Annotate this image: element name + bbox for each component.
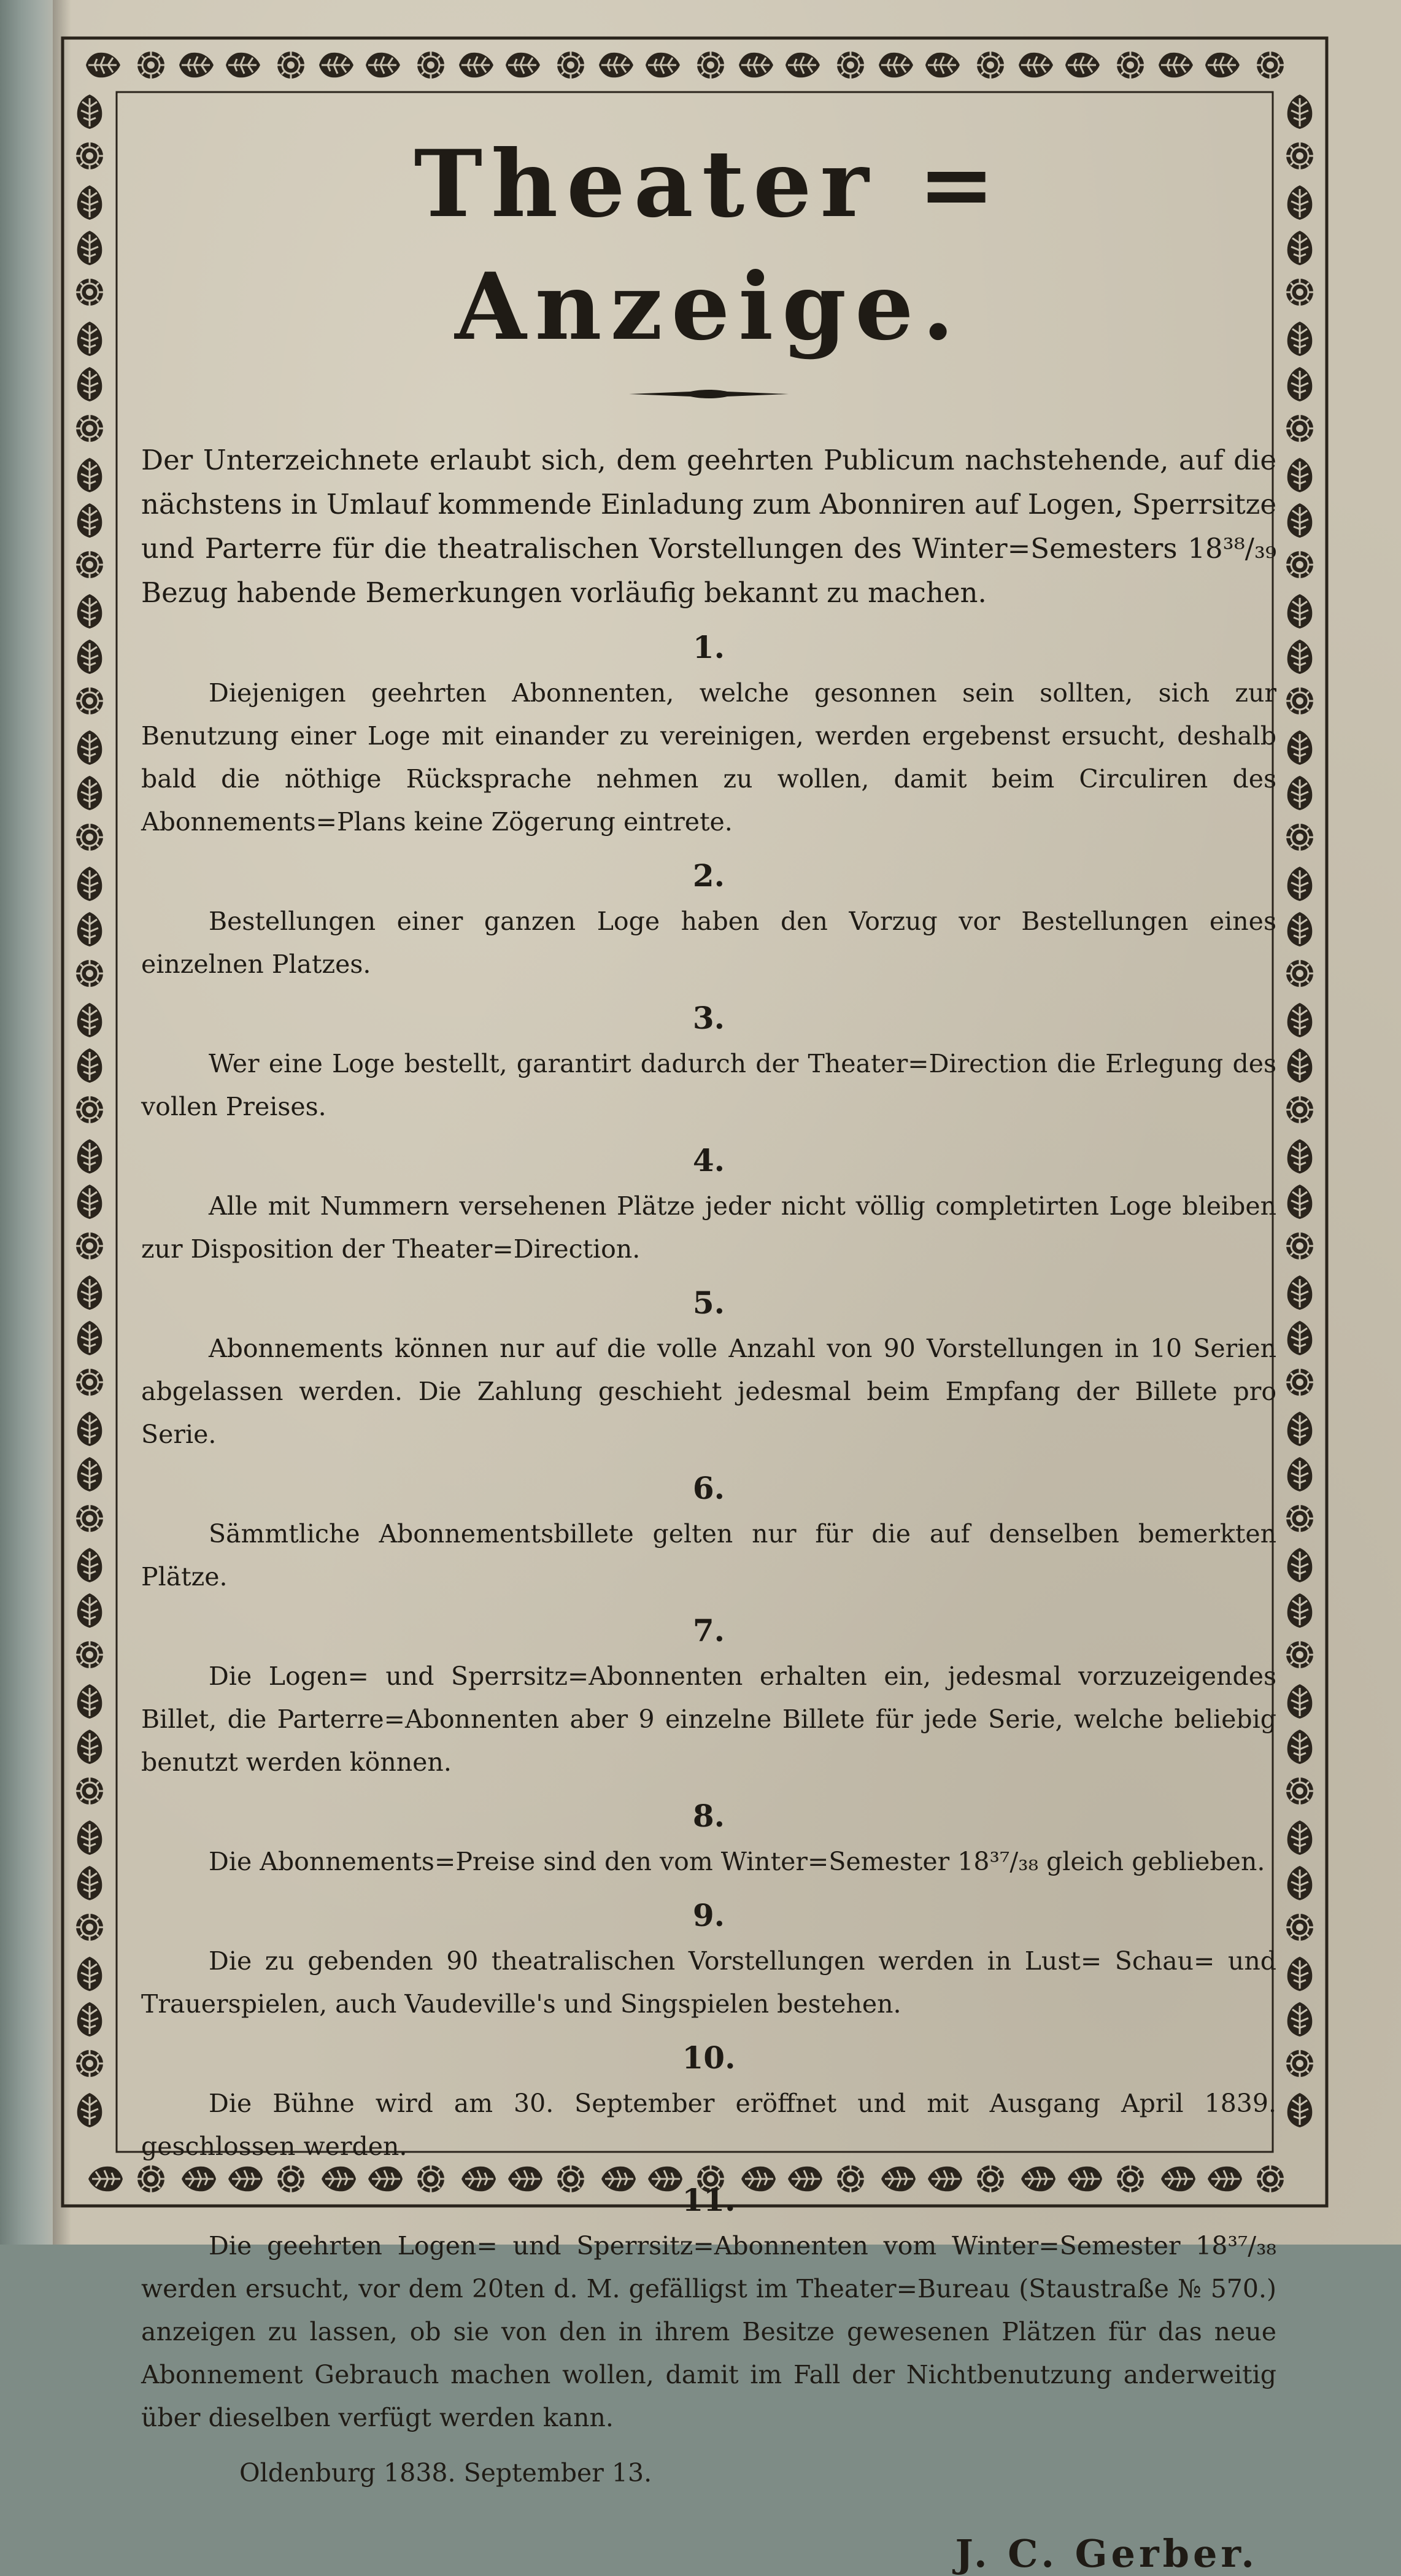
- leaf-ornament: [1287, 1548, 1313, 1582]
- leaf-ornament: [226, 53, 260, 78]
- leaf-ornament: [1287, 1003, 1313, 1037]
- leaf-ornament: [77, 640, 102, 674]
- leaf-ornament: [77, 1684, 102, 1719]
- leaf-ornament: [77, 1321, 102, 1355]
- leaf-ornament: [1287, 231, 1313, 265]
- leaf-ornament: [1287, 1730, 1313, 1764]
- leaf-ornament: [1287, 2002, 1313, 2036]
- section-text: Bestellungen einer ganzen Loge haben den Vorzug vor Bestellungen eines einzelnen Platzes.: [141, 907, 1276, 979]
- leaf-ornament: [77, 458, 102, 492]
- leaf-ornament: [77, 867, 102, 901]
- leaf-ornament: [1287, 1412, 1313, 1446]
- signature: J. C. Gerber.: [955, 2531, 1258, 2576]
- leaf-ornament: [1287, 912, 1313, 946]
- leaf-ornament: [77, 1957, 102, 1991]
- section-number: 3.: [692, 1000, 725, 1036]
- leaf-ornament: [1287, 1139, 1313, 1174]
- leaf-ornament: [1019, 53, 1053, 78]
- leaf-ornament: [1287, 1684, 1313, 1719]
- section-text: Die Bühne wird am 30. September eröffnet und mit Ausgang April 1839. geschlossen werden.: [141, 2089, 1276, 2161]
- leaf-ornament: [1287, 1457, 1313, 1491]
- section-text: Diejenigen geehrten Abonnenten, welche gesonnen sein sollten, sich zur Benutzung einer Loge mit einander zu vereinigen, werden ergebenst ersucht, deshalb bald die nöthige Rücksprache nehmen zu wollen, damit beim Circuliren des Abonnements=Plans keine Zögerung eintrete.: [141, 678, 1276, 837]
- rosette-ornament: [1286, 1232, 1313, 1259]
- leaf-ornament: [77, 1593, 102, 1628]
- rosette-ornament: [1286, 415, 1313, 442]
- leaf-ornament: [77, 1275, 102, 1310]
- section-number: 4.: [692, 1142, 725, 1178]
- leaf-ornament: [77, 776, 102, 810]
- rosette-ornament: [1286, 1777, 1313, 1804]
- numbered-sections: [141, 629, 1276, 2439]
- notice-title: Theater = Anzeige.: [414, 130, 1004, 361]
- leaf-ornament: [1287, 367, 1313, 401]
- rosette-ornament: [1286, 279, 1313, 306]
- leaf-ornament: [77, 1820, 102, 1855]
- leaf-ornament: [77, 1003, 102, 1037]
- rosette-ornament: [76, 1505, 103, 1532]
- rosette-ornament: [1286, 551, 1313, 578]
- rosette-ornament: [1286, 1914, 1313, 1941]
- leaf-ornament: [1287, 640, 1313, 674]
- rosette-ornament: [76, 1096, 103, 1123]
- leaf-ornament: [77, 1548, 102, 1582]
- rosette-ornament: [1286, 1505, 1313, 1532]
- section-text: Abonnements können nur auf die volle Anzahl von 90 Vorstellungen in 10 Serien abgelassen werden. Die Zahlung geschieht jedesmal beim Empfang der Billete pro Serie.: [141, 1334, 1276, 1449]
- section-number: 1.: [692, 629, 725, 665]
- rosette-ornament: [137, 52, 164, 79]
- date-line: Oldenburg 1838. September 13.: [239, 2458, 652, 2488]
- leaf-ornament: [785, 53, 820, 78]
- rosette-ornament: [1286, 1641, 1313, 1668]
- leaf-ornament: [739, 53, 773, 78]
- leaf-ornament: [77, 1185, 102, 1219]
- leaf-ornament: [77, 594, 102, 629]
- section-number: 5.: [692, 1285, 725, 1321]
- leaf-ornament: [1287, 1275, 1313, 1310]
- rosette-ornament: [1286, 2050, 1313, 2077]
- leaf-ornament: [77, 730, 102, 765]
- leaf-ornament: [1287, 594, 1313, 629]
- leaf-ornament: [77, 1457, 102, 1491]
- section-text: Die Logen= und Sperrsitz=Abonnenten erhalten ein, jedesmal vorzuzeigendes Billet, die Parterre=Abonnenten aber 9 einzelne Billete für jede Serie, welche beliebig benutzt werden können.: [141, 1661, 1276, 1777]
- rosette-ornament: [1286, 1096, 1313, 1123]
- rosette-ornament: [76, 1232, 103, 1259]
- leaf-ornament: [77, 1048, 102, 1083]
- rosette-ornament: [1286, 142, 1313, 169]
- rosette-ornament: [76, 1914, 103, 1941]
- leaf-ornament: [1287, 1866, 1313, 1900]
- section-number: 6.: [692, 1470, 725, 1506]
- leaf-ornament: [77, 1866, 102, 1900]
- leaf-ornament: [77, 2093, 102, 2127]
- section-text: Die Abonnements=Preise sind den vom Winter=Semester 18³⁷/₃₈ gleich geblieben.: [209, 1847, 1265, 1876]
- section-text: Alle mit Nummern versehenen Plätze jeder nicht völlig completirten Loge bleiben zur Disposition der Theater=Direction.: [141, 1191, 1276, 1264]
- leaf-ornament: [77, 367, 102, 401]
- leaf-ornament: [179, 53, 214, 78]
- leaf-ornament: [1287, 776, 1313, 810]
- rosette-ornament: [277, 52, 304, 79]
- leaf-ornament: [1287, 95, 1313, 129]
- rosette-ornament: [76, 1641, 103, 1668]
- leaf-ornament: [366, 53, 400, 78]
- rosette-ornament: [76, 824, 103, 851]
- leaf-ornament: [1205, 53, 1240, 78]
- rosette-ornament: [1117, 52, 1144, 79]
- leaf-ornament: [646, 53, 680, 78]
- section-text: Wer eine Loge bestellt, garantirt dadurch der Theater=Direction die Erlegung des vollen Preises.: [141, 1049, 1276, 1121]
- leaf-ornament: [506, 53, 540, 78]
- rosette-ornament: [76, 1369, 103, 1396]
- section-number: 9.: [692, 1897, 725, 1933]
- leaf-ornament: [77, 231, 102, 265]
- rosette-ornament: [76, 142, 103, 169]
- leaf-ornament: [459, 53, 493, 78]
- leaf-ornament: [319, 53, 353, 78]
- rosette-ornament: [76, 415, 103, 442]
- rosette-ornament: [1286, 824, 1313, 851]
- leaf-ornament: [925, 53, 960, 78]
- rosette-ornament: [557, 52, 584, 79]
- leaf-ornament: [1287, 1820, 1313, 1855]
- leaf-ornament: [1287, 1048, 1313, 1083]
- leaf-ornament: [1287, 867, 1313, 901]
- rosette-ornament: [76, 1777, 103, 1804]
- rosette-ornament: [977, 52, 1004, 79]
- leaf-ornament: [1287, 322, 1313, 356]
- title-divider: [629, 387, 789, 401]
- notice-body: [141, 123, 1276, 2576]
- section-number: 7.: [692, 1612, 725, 1649]
- section-text: Die geehrten Logen= und Sperrsitz=Abonnenten vom Winter=Semester 18³⁷/₃₈ werden ersucht, vor dem 20ten d. M. gefälligst im Theater=Bureau (Staustraße № 570.) anzeigen zu lassen, ob sie von den in ihrem Besitze gewesenen Plätzen für das neue Abonnement Gebrauch machen wollen, damit im Fall der Nichtbenutzung anderweitig über dieselben verfügt werden kann.: [141, 2231, 1276, 2432]
- leaf-ornament: [77, 503, 102, 538]
- leaf-ornament: [77, 912, 102, 946]
- leaf-ornament: [1287, 730, 1313, 765]
- leaf-ornament: [879, 53, 913, 78]
- leaf-ornament: [77, 1412, 102, 1446]
- leaf-ornament: [1287, 2093, 1313, 2127]
- rosette-ornament: [1286, 960, 1313, 987]
- leaf-ornament: [599, 53, 633, 78]
- leaf-ornament: [77, 1139, 102, 1174]
- rosette-ornament: [76, 960, 103, 987]
- leaf-ornament: [77, 95, 102, 129]
- leaf-ornament: [77, 185, 102, 220]
- rosette-ornament: [697, 52, 724, 79]
- rosette-ornament: [76, 551, 103, 578]
- leaf-ornament: [1287, 1185, 1313, 1219]
- leaf-ornament: [1287, 1321, 1313, 1355]
- leaf-ornament: [1065, 53, 1100, 78]
- leaf-ornament: [1159, 53, 1193, 78]
- leaf-ornament: [77, 322, 102, 356]
- leaf-ornament: [86, 53, 120, 78]
- section-number: 11.: [682, 2182, 736, 2218]
- rosette-ornament: [837, 52, 864, 79]
- rosette-ornament: [1286, 1369, 1313, 1396]
- leaf-ornament: [1287, 185, 1313, 220]
- rosette-ornament: [1286, 687, 1313, 714]
- section-text: Die zu gebenden 90 theatralischen Vorstellungen werden in Lust= Schau= und Trauerspielen, auch Vaudeville's und Singspielen bestehen.: [141, 1946, 1276, 2019]
- rosette-ornament: [1257, 52, 1284, 79]
- rosette-ornament: [76, 279, 103, 306]
- section-number: 2.: [692, 857, 725, 894]
- leaf-ornament: [77, 1730, 102, 1764]
- leaf-ornament: [77, 2002, 102, 2036]
- leaf-ornament: [1287, 458, 1313, 492]
- leaf-ornament: [1287, 1957, 1313, 1991]
- rosette-ornament: [76, 2050, 103, 2077]
- section-number: 8.: [692, 1798, 725, 1834]
- leaf-ornament: [88, 2167, 123, 2192]
- leaf-ornament: [1287, 1593, 1313, 1628]
- rosette-ornament: [417, 52, 444, 79]
- rosette-ornament: [76, 687, 103, 714]
- leaf-ornament: [1287, 503, 1313, 538]
- intro-paragraph: Der Unterzeichnete erlaubt sich, dem geehrten Publicum nachstehende, auf die nächstens in Umlauf kommende Einladung zum Abonniren auf Logen, Sperrsitze und Parterre für die theatralischen Vorstellungen des Winter=Semesters 18³⁸/₃₉ Bezug habende Bemerkungen vorläufig bekannt zu machen.: [141, 444, 1276, 609]
- section-number: 10.: [682, 2040, 736, 2076]
- section-text: Sämmtliche Abonnementsbillete gelten nur für die auf denselben bemerkten Plätze.: [141, 1519, 1276, 1592]
